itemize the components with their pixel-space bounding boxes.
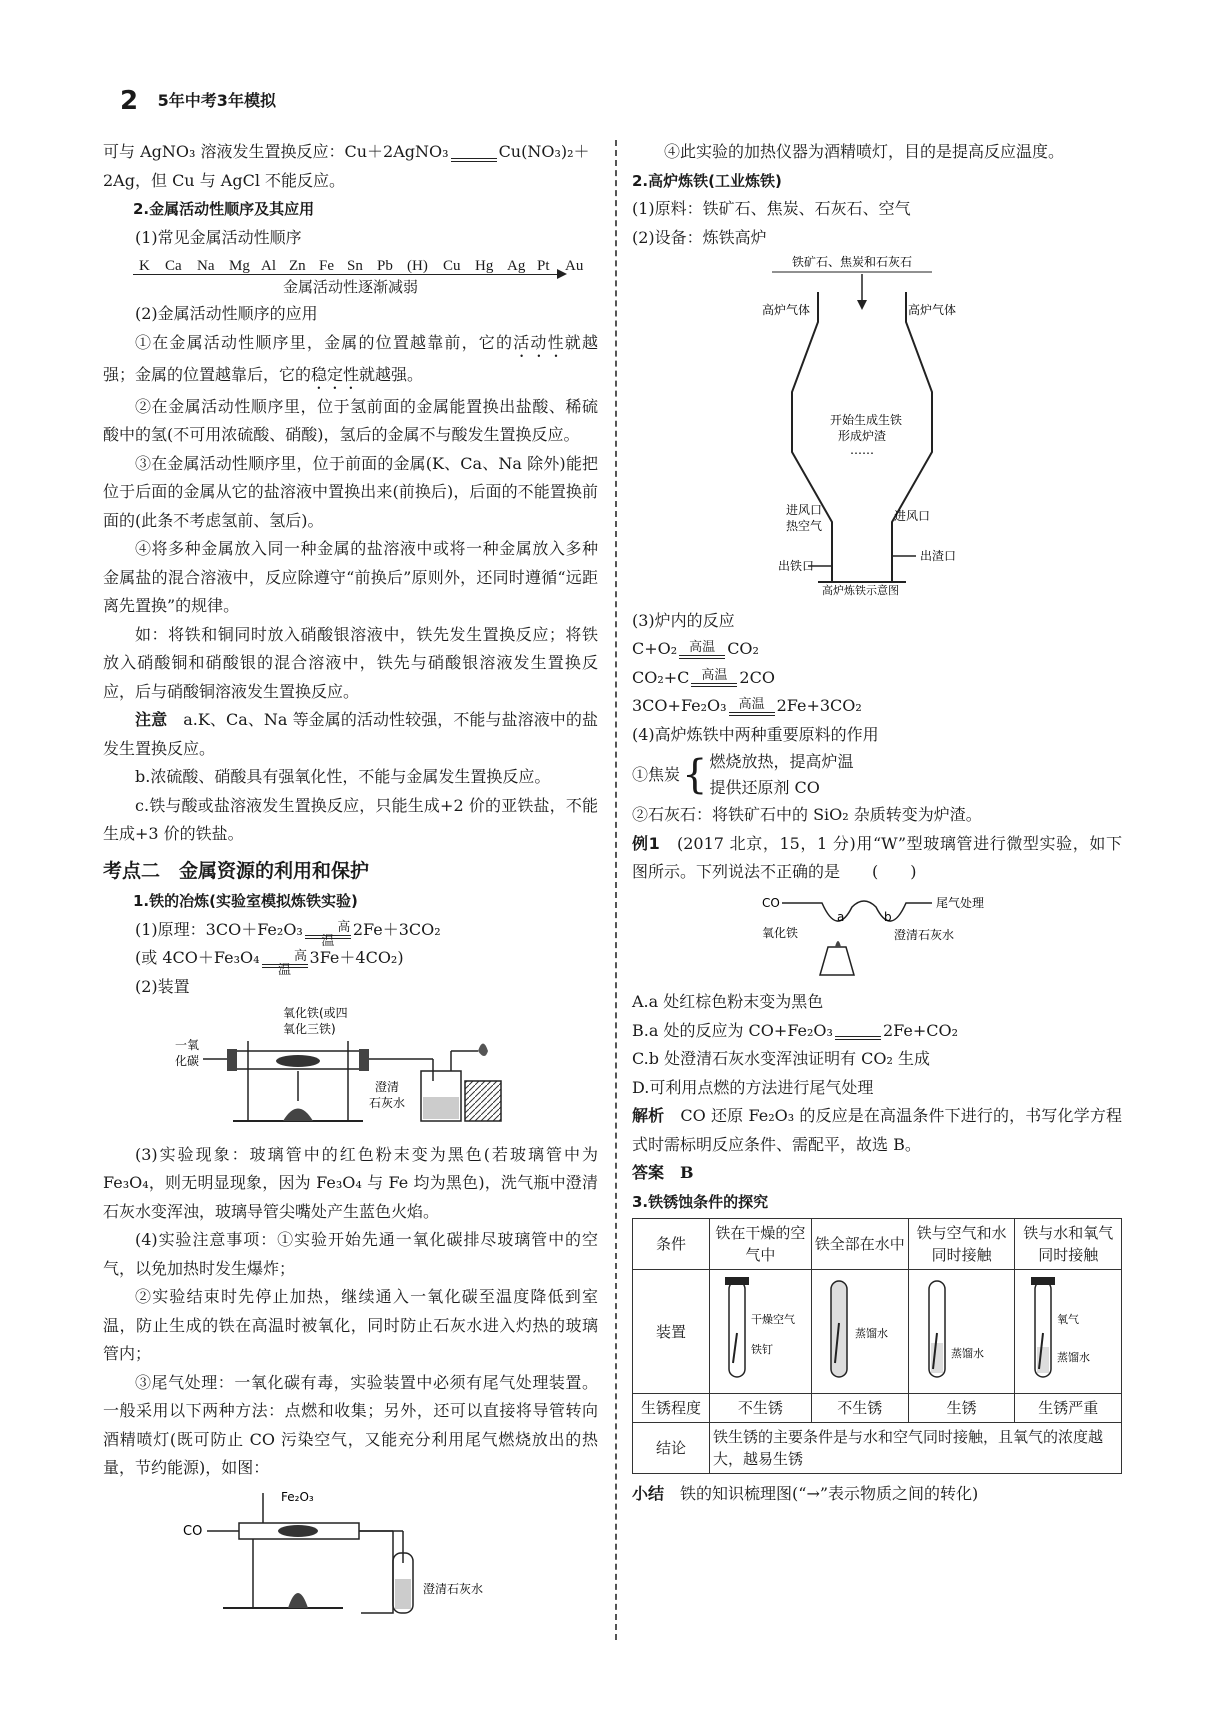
note-c: c.铁与酸或盐溶液发生置换反应，只能生成+2 价的亚铁盐，不能生成+3 价的铁盐。 xyxy=(103,795,598,843)
option-b: B.a 处的反应为 CO+Fe₂O₃ 2Fe+CO₂ xyxy=(632,1020,959,1040)
tube-oxygen-water xyxy=(1023,1273,1113,1383)
option-c: C.b 处澄清石灰水变浑浊证明有 CO₂ 生成 xyxy=(632,1049,931,1068)
svg-text:高炉气体: 高炉气体 xyxy=(908,303,957,317)
tube-dry-air xyxy=(713,1273,803,1383)
svg-text:干燥空气: 干燥空气 xyxy=(751,1313,795,1326)
metal-activity-series: K Ca Na Mg Al Zn Fe Sn Pb (H) Cu Hg Ag Pt Au 金属活动性逐渐减弱 xyxy=(133,252,598,300)
sub-series-application: (2)金属活动性顺序的应用 xyxy=(135,304,318,323)
answer: 答案 B xyxy=(632,1163,694,1182)
series-caption: 金属活动性逐渐减弱 xyxy=(283,280,419,296)
raw-materials: (1)原料：铁矿石、焦炭、石灰石、空气 xyxy=(632,199,911,218)
attention-3: ③尾气处理：一氧化碳有毒，实验装置中必须有尾气处理装置。一般采用以下两种方法：点燃和收集；另外，还可以直接将导管转向酒精喷灯(既可防止 CO 污染空气，又能充分利用尾气燃烧放出的热量，节约能源)，如图： xyxy=(103,1372,598,1477)
rust-table: 条件 铁在干燥的空气中 铁全部在水中 铁与空气和水同时接触 铁与水和氧气同时接触 装置 干燥空气 铁钉 蒸馏水 蒸馏水 氧气 蒸馏水 生锈程度 不生锈 不生锈 生锈 生锈严重 结论 铁生锈的主要条件是与水和空气同时接触，且氧气的浓度越大，越易生锈 xyxy=(632,1218,1122,1474)
svg-text:Fe₂O₃: Fe₂O₃ xyxy=(281,1489,314,1504)
attention-2: ②实验结束时先停止加热，继续通入一氧化碳至温度降低到室温，防止生成的铁在高温时被氧化，同时防止石灰水进入灼热的玻璃管内； xyxy=(103,1287,598,1363)
svg-text:进风口: 进风口 xyxy=(786,503,823,517)
tube-full-water xyxy=(815,1273,905,1383)
section-activity-series: 2.金属活动性顺序及其应用 xyxy=(133,200,315,218)
svg-text:热空气: 热空气 xyxy=(786,519,823,533)
rule-example: 如：将铁和铜同时放入硝酸银溶液中，铁先发生置换反应；将铁放入硝酸铜和硝酸银的混合溶液中，铁先与硝酸银溶液发生置换反应，后与硝酸铜溶液发生置换反应。 xyxy=(103,624,598,701)
para-agno3: 可与 AgNO₃ 溶液发生置换反应：Cu＋2AgNO₃ Cu(NO₃)₂＋ xyxy=(103,142,590,161)
rule-2: ②在金属活动性顺序里，位于氢前面的金属能置换出盐酸、稀硫酸中的氢(不可用浓硫酸、硝酸)，氢后的金属不与酸发生置换反应。 xyxy=(103,396,598,444)
sub-common-series: (1)常见金属活动性顺序 xyxy=(135,227,302,247)
svg-text:澄清石灰水: 澄清石灰水 xyxy=(894,927,955,942)
section-rust: 3.铁锈蚀条件的探究 xyxy=(632,1192,769,1211)
equal-sign xyxy=(451,144,497,162)
reaction-2: CO₂+C 高温 2CO xyxy=(632,667,775,687)
reaction-1: C+O₂ 高温 CO₂ xyxy=(632,639,759,658)
svg-text:进风口: 进风口 xyxy=(894,509,931,523)
reaction-3: 3CO+Fe₂O₃ 高温 2Fe+3CO₂ xyxy=(632,696,862,715)
svg-text:形成炉渣: 形成炉渣 xyxy=(838,429,887,443)
para-agno3-end: 2Ag，但 Cu 与 AgCl 不能反应。 xyxy=(103,170,346,190)
raw-roles-title: (4)高炉炼铁中两种重要原料的作用 xyxy=(632,724,879,744)
tube-air-water xyxy=(917,1273,1007,1383)
svg-text:化碳: 化碳 xyxy=(175,1054,200,1068)
note-b: b.浓硫酸、硝酸具有强氧化性，不能与金属发生置换反应。 xyxy=(135,767,551,786)
svg-text:b: b xyxy=(884,909,892,924)
svg-text:出渣口: 出渣口 xyxy=(920,549,957,563)
svg-text:氧化铁(或四: 氧化铁(或四 xyxy=(283,1006,348,1020)
book-title: 5年中考3年模拟 xyxy=(157,91,276,110)
section-iron-smelting: 1.铁的冶炼(实验室模拟炼铁实验) xyxy=(133,892,358,910)
svg-text:氧气: 氧气 xyxy=(1057,1313,1080,1326)
svg-text:石灰水: 石灰水 xyxy=(369,1096,406,1110)
rule-3: ③在金属活动性顺序里，位于前面的金属(K、Ca、Na 除外)能把位于后面的金属从它的盐溶液中置换出来(前换后)，后面的不能置换前面的(此条不考虑氢前、氢后)。 xyxy=(103,453,598,530)
svg-text:蒸馏水: 蒸馏水 xyxy=(854,1327,888,1340)
section-blast-furnace: 2.高炉炼铁(工业炼铁) xyxy=(632,171,782,190)
svg-text:蒸馏水: 蒸馏水 xyxy=(950,1347,984,1360)
coke-role: ①焦炭 { 燃烧放热，提高炉温 提供还原剂 CO xyxy=(632,752,854,798)
svg-text:氧化三铁): 氧化三铁) xyxy=(283,1022,336,1036)
heater-note: ④此实验的加热仪器为酒精喷灯，目的是提高反应温度。 xyxy=(664,142,1065,161)
svg-text:蒸馏水: 蒸馏水 xyxy=(1057,1351,1091,1364)
rule-1: ①在金属活动性顺序里，金属的位置越靠前，它的活动性就越强；金属的位置越靠后，它的稳定性就越强。 xyxy=(103,332,598,384)
svg-text:CO: CO xyxy=(762,895,780,910)
option-a: A.a 处红棕色粉末变为黑色 xyxy=(632,992,824,1011)
blast-furnace-diagram xyxy=(632,252,1122,597)
option-d: D.可利用点燃的方法进行尾气处理 xyxy=(632,1077,874,1097)
furnace-reactions-title: (3)炉内的反应 xyxy=(632,610,735,630)
svg-text:CO: CO xyxy=(183,1523,203,1539)
svg-text:尾气处理: 尾气处理 xyxy=(936,895,985,910)
svg-text:高炉炼铁示意图: 高炉炼铁示意图 xyxy=(822,584,899,597)
note-a: 注意 a.K、Ca、Na 等金属的活动性较强，不能与盐溶液中的盐发生置换反应。 xyxy=(103,710,598,758)
rule-4: ④将多种金属放入同一种金属的盐溶液中或将一种金属放入多种金属盐的混合溶液中，反应除遵守“前换后”原则外，还同时遵循“远距离先置换”的规律。 xyxy=(103,539,598,615)
right-column xyxy=(632,138,1122,1509)
lab-smelting-apparatus xyxy=(103,1001,598,1131)
analysis: 解析 CO 还原 Fe₂O₃ 的反应是在高温条件下进行的，书写化学方程式时需标明反应条件、需配平，故选 B。 xyxy=(632,1106,1122,1154)
svg-text:澄清: 澄清 xyxy=(375,1080,400,1094)
tail-gas-apparatus xyxy=(103,1483,598,1623)
svg-text:澄清石灰水: 澄清石灰水 xyxy=(423,1581,484,1596)
svg-text:a: a xyxy=(837,909,845,924)
example-1: 例1 (2017 北京，15，1 分)用“W”型玻璃管进行微型实验，如下图所示。下列说法不正确的是 ( ) xyxy=(632,833,1122,881)
svg-text:高炉气体: 高炉气体 xyxy=(762,303,811,317)
svg-text:氧化铁: 氧化铁 xyxy=(762,925,799,940)
equipment: (2)设备：炼铁高炉 xyxy=(632,227,767,247)
page-number: 2 xyxy=(120,86,139,116)
svg-text:铁钉: 铁钉 xyxy=(751,1343,773,1356)
svg-text:开始生成生铁: 开始生成生铁 xyxy=(830,413,903,427)
summary: 小结 铁的知识梳理图(“→”表示物质之间的转化) xyxy=(632,1484,979,1503)
experiment-phenomena: (3)实验现象：玻璃管中的红色粉末变为黑色(若玻璃管中为 Fe₃O₄，则无明显现象，因为 Fe₃O₄ 与 Fe 均为黑色)，洗气瓶中澄清石灰水变浑浊，玻璃导管尖嘴处产生蓝色火焰。 xyxy=(103,1144,598,1221)
attention-1: (4)实验注意事项：①实验开始先通一氧化碳排尽玻璃管中的空气，以免加热时发生爆炸； xyxy=(103,1230,598,1278)
svg-text:铁矿石、焦炭和石灰石: 铁矿石、焦炭和石灰石 xyxy=(792,255,913,269)
principle-eq2: (或 4CO＋Fe₃O₄ 高温 3Fe＋4CO₂) xyxy=(135,948,404,978)
principle-eq1: (1)原理：3CO＋Fe₂O₃ 高温 2Fe＋3CO₂ xyxy=(135,919,441,949)
w-tube-apparatus xyxy=(632,887,1122,979)
limestone-role: ②石灰石：将铁矿石中的 SiO₂ 杂质转变为炉渣。 xyxy=(632,805,982,824)
svg-text:一氧: 一氧 xyxy=(175,1038,200,1052)
svg-text:出铁口: 出铁口 xyxy=(778,559,815,573)
svg-text:……: …… xyxy=(850,443,874,457)
page-header xyxy=(120,86,276,116)
section-title-kd2: 考点二 金属资源的利用和保护 xyxy=(103,859,370,882)
device-label: (2)装置 xyxy=(135,976,190,996)
left-column xyxy=(103,138,598,1632)
column-divider xyxy=(615,140,617,1640)
